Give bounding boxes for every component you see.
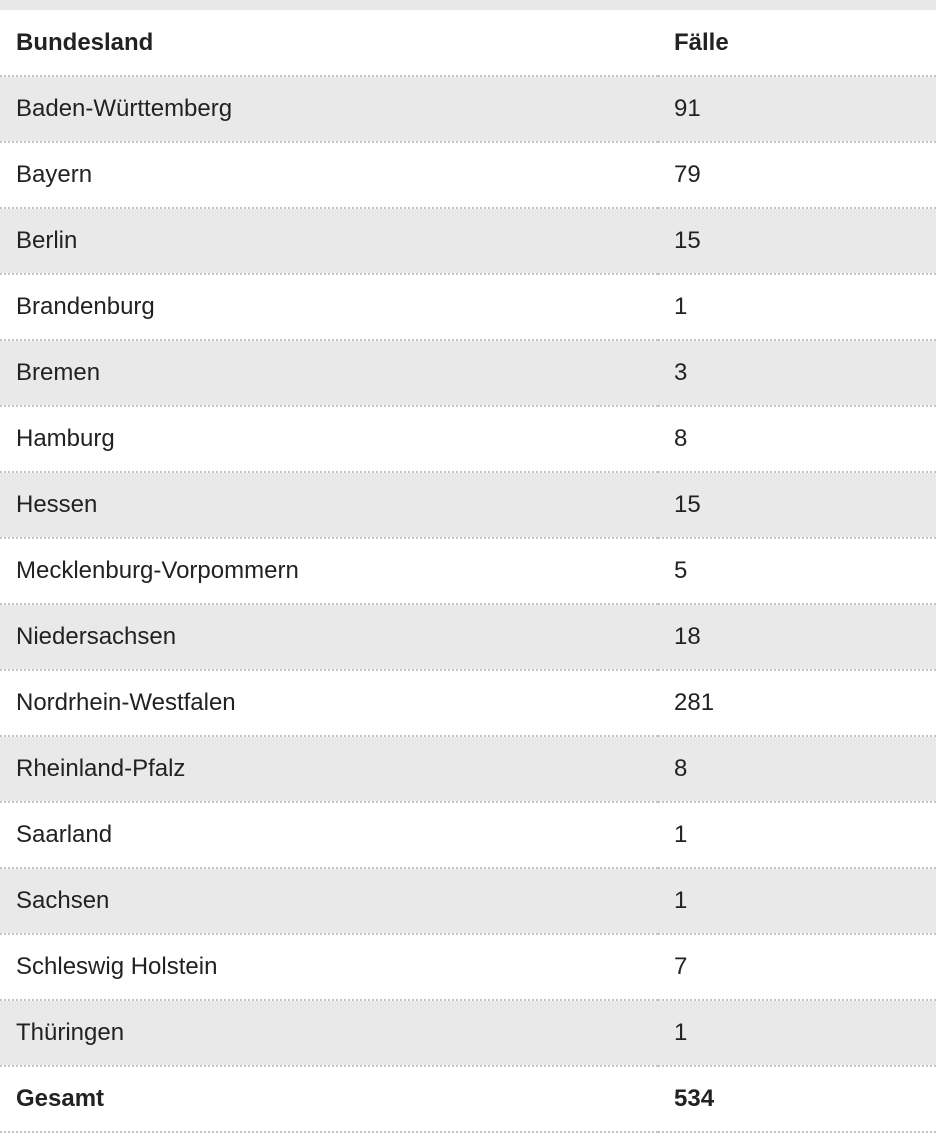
cell-bundesland: Rheinland-Pfalz [0,736,658,802]
table-header-row [0,10,936,76]
cell-bundesland: Sachsen [0,868,658,934]
table-row [0,76,936,142]
total-value: 534 [658,1066,936,1132]
cell-bundesland: Brandenburg [0,274,658,340]
cell-faelle: 18 [658,604,936,670]
table-row [0,1000,936,1066]
table-row [0,208,936,274]
cell-faelle: 7 [658,934,936,1000]
table-row [0,802,936,868]
cell-faelle: 15 [658,208,936,274]
cell-faelle: 91 [658,76,936,142]
cell-bundesland: Niedersachsen [0,604,658,670]
cell-faelle: 15 [658,472,936,538]
table-body [0,76,936,1066]
cell-faelle: 3 [658,340,936,406]
cell-bundesland: Berlin [0,208,658,274]
table-row [0,142,936,208]
table-row [0,934,936,1000]
total-label: Gesamt [0,1066,658,1132]
cell-faelle: 5 [658,538,936,604]
cell-faelle: 281 [658,670,936,736]
table-row [0,868,936,934]
cell-faelle: 1 [658,802,936,868]
cell-faelle: 79 [658,142,936,208]
cell-bundesland: Bremen [0,340,658,406]
cell-faelle: 1 [658,868,936,934]
table-row [0,274,936,340]
cell-bundesland: Bayern [0,142,658,208]
cell-bundesland: Thüringen [0,1000,658,1066]
table-row [0,538,936,604]
cases-table [0,10,936,1133]
cell-faelle: 1 [658,274,936,340]
table-row [0,406,936,472]
column-header-faelle: Fälle [658,10,936,76]
cell-bundesland: Schleswig Holstein [0,934,658,1000]
table-row [0,604,936,670]
cell-bundesland: Hessen [0,472,658,538]
cell-faelle: 1 [658,1000,936,1066]
cell-bundesland: Mecklenburg-Vorpommern [0,538,658,604]
table-row [0,736,936,802]
table-row [0,670,936,736]
cell-bundesland: Saarland [0,802,658,868]
total-row [0,1066,936,1132]
table-row [0,472,936,538]
table-row [0,340,936,406]
cell-bundesland: Baden-Württemberg [0,76,658,142]
column-header-bundesland: Bundesland [0,10,658,76]
cell-bundesland: Nordrhein-Westfalen [0,670,658,736]
top-band [0,0,936,10]
cell-faelle: 8 [658,736,936,802]
cell-bundesland: Hamburg [0,406,658,472]
cell-faelle: 8 [658,406,936,472]
